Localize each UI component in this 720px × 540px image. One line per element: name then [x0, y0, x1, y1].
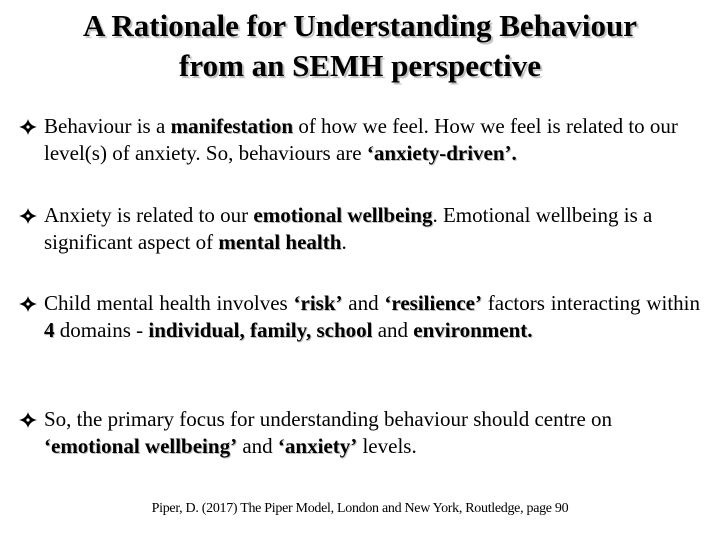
bold-anxiety-quote: ‘anxiety’ [277, 434, 358, 458]
bullet-1-text: Behaviour is a manifestation of how we feel. How we feel is related to our level(s) of anxiety. So, behaviours are ‘anxiety-driven’. [44, 114, 678, 165]
bullet-2-text: Anxiety is related to our emotional wellbeing. Emotional wellbeing is a significant aspect of mental health. [44, 203, 653, 254]
title-line-1: A Rationale for Understanding Behaviour [82, 8, 638, 43]
citation: Piper, D. (2017) The Piper Model, London and New York, Routledge, page 90 [151, 501, 569, 516]
diamond-bullet-icon [18, 113, 40, 136]
bold-domains: individual, family, school [148, 318, 373, 342]
bold-mental-health: mental health [218, 230, 342, 254]
bold-anxiety-driven: ‘anxiety-driven’. [366, 141, 517, 165]
bold-manifestation: manifestation [170, 114, 294, 138]
diamond-bullet-icon [18, 290, 40, 313]
bold-resilience: ‘resilience’ [384, 291, 482, 315]
title-line-2: from an SEMH perspective [179, 48, 541, 83]
bold-emotional-wellbeing: emotional wellbeing [253, 203, 433, 227]
bullet-4 [18, 406, 700, 460]
diamond-bullet-icon [18, 406, 40, 429]
bold-risk: ‘risk’ [293, 291, 343, 315]
bullet-1 [18, 113, 700, 167]
bullet-3 [18, 290, 700, 344]
diamond-bullet-icon [18, 202, 40, 225]
bold-emotional-wellbeing-quote: ‘emotional wellbeing’ [44, 434, 238, 458]
bold-environment: environment. [413, 318, 533, 342]
slide-title [0, 6, 720, 86]
bullet-4-text: So, the primary focus for understanding behaviour should centre on ‘emotional wellbeing’ and ‘anxiety’ levels. [44, 407, 613, 458]
bold-four: 4 [44, 318, 55, 342]
bullet-3-text: Child mental health involves ‘risk’ and ‘resilience’ factors interacting within 4 domains - individual, family, school and environment. [44, 291, 700, 342]
bullet-2 [18, 202, 700, 256]
